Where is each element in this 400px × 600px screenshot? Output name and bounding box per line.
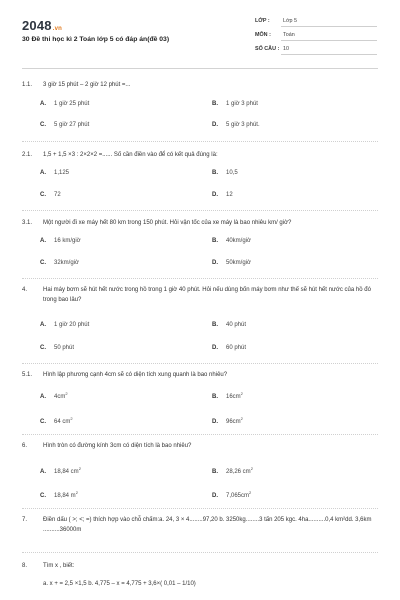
option-text: 64 cm (54, 419, 71, 425)
option-text: 72 (54, 192, 61, 198)
option-text: 60 phút (226, 345, 247, 351)
question-divider (22, 508, 378, 509)
meta-value: Lớp 5 (283, 18, 298, 24)
question-text: 3 giờ 15 phút – 2 giờ 12 phút =... (43, 82, 131, 88)
meta-key: MÔN : (255, 32, 271, 38)
question-divider (22, 141, 378, 142)
option-sup: 2 (249, 490, 252, 495)
option-letter: D. (212, 192, 218, 198)
option-a[interactable] (40, 466, 81, 475)
option-text: 50 phút (54, 345, 75, 351)
option-letter: C. (40, 122, 46, 128)
option-sup: 2 (65, 391, 68, 396)
question-divider (22, 552, 378, 553)
option-text: 16 km/giờ (54, 238, 81, 244)
option-sup: 2 (75, 490, 78, 495)
option-letter: B. (212, 394, 218, 400)
option-d[interactable] (212, 345, 246, 351)
option-sup: 2 (250, 466, 253, 471)
option-c[interactable] (40, 260, 79, 266)
option-text: 50km/giờ (226, 260, 251, 266)
option-a[interactable] (40, 391, 68, 400)
option-b[interactable] (212, 238, 251, 244)
option-c[interactable] (40, 122, 89, 128)
meta-divider (281, 26, 377, 27)
option-letter: C. (40, 345, 46, 351)
option-text: 5 giờ 3 phút. (226, 122, 260, 128)
option-text: 1 giờ 3 phút (226, 101, 258, 107)
option-text: 4cm (54, 394, 66, 400)
option-a[interactable] (40, 101, 89, 107)
meta-key: SỐ CÂU : (255, 46, 280, 52)
question-number: 4. (22, 287, 28, 293)
option-letter: A. (40, 394, 46, 400)
question-text: Điền dấu ( >; <; =) thích hợp vào chỗ chấm:a. 24, 3 × 4........97,20 b. 3250kg........3 tấn 205 kgc. 4ha..........0,4 km²dd. 3,6km ..........36000m (43, 517, 372, 533)
meta-key: LỚP : (255, 18, 270, 24)
option-letter: B. (212, 322, 218, 328)
option-letter: B. (212, 170, 218, 176)
option-sup: 2 (70, 416, 73, 421)
option-text: 1,125 (54, 170, 70, 176)
option-letter: C. (40, 419, 46, 425)
option-sup: 2 (240, 391, 243, 396)
question-number: 7. (22, 517, 28, 523)
option-b[interactable] (212, 466, 253, 475)
option-a[interactable] (40, 238, 81, 244)
question-text: Hai máy bơm sẽ hút hết nước trong hồ trong 1 giờ 40 phút. Hỏi nếu dùng bốn máy bơm như thế sẽ hút hết nước của hồ đó trong bao lâu? (43, 287, 371, 303)
option-text: 7,065cm (226, 493, 250, 499)
option-c[interactable] (40, 490, 78, 499)
option-letter: B. (212, 238, 218, 244)
option-letter: D. (212, 345, 218, 351)
page-title: 30 Đề thi học kì 2 Toán lớp 5 có đáp án(đề 03) (22, 36, 170, 43)
question-text: a. x + = 2,5 ×1,5 b. 4,775 – x = 4,775 + 3,6×( 0,01 – 1/10) (43, 581, 196, 587)
question-divider (22, 363, 378, 364)
site-logo[interactable] (22, 18, 62, 33)
option-letter: D. (212, 122, 218, 128)
question-number: 6. (22, 443, 28, 449)
option-text: 12 (226, 192, 233, 198)
option-text: 40km/giờ (226, 238, 251, 244)
option-text: 16cm (226, 394, 241, 400)
option-b[interactable] (212, 170, 238, 176)
option-text: 96cm (226, 419, 241, 425)
option-letter: C. (40, 192, 46, 198)
meta-divider (281, 40, 377, 41)
option-text: 1 giờ 20 phút (54, 322, 90, 328)
question-number: 5.1. (22, 372, 33, 378)
option-letter: D. (212, 260, 218, 266)
option-text: 28,26 cm (226, 469, 251, 475)
question-text: 1,5 + 1,5 ×3 : 2×2×2 =...... Số cần điền vào để có kết quả đúng là: (43, 152, 218, 158)
question-number: 2.1. (22, 152, 33, 158)
logo-text: 2048 (22, 18, 52, 33)
question-number: 3.1. (22, 220, 33, 226)
option-letter: A. (40, 322, 46, 328)
option-d[interactable] (212, 490, 251, 499)
option-d[interactable] (212, 192, 233, 198)
option-letter: C. (40, 493, 46, 499)
option-text: 10,5 (226, 170, 238, 176)
option-c[interactable] (40, 416, 73, 425)
option-letter: D. (212, 419, 218, 425)
meta-value: Toán (283, 32, 295, 38)
option-b[interactable] (212, 101, 258, 107)
question-divider (22, 278, 378, 279)
header-divider (22, 68, 378, 69)
question-text: Hình lập phương cạnh 4cm sẽ có diện tích xung quanh là bao nhiêu? (43, 372, 228, 378)
option-b[interactable] (212, 391, 243, 400)
option-text: 32km/giờ (54, 260, 79, 266)
question-number: 8. (22, 563, 28, 569)
option-d[interactable] (212, 260, 251, 266)
question-text: Một người đi xe máy hết 80 km trong 150 phút. Hỏi vận tốc của xe máy là bao nhiêu km/ giờ? (43, 220, 292, 226)
option-a[interactable] (40, 170, 69, 176)
meta-divider (281, 54, 377, 55)
option-text: 40 phút (226, 322, 247, 328)
option-text: 18,84 cm (54, 469, 79, 475)
option-d[interactable] (212, 122, 260, 128)
option-text: 1 giờ 25 phút (54, 101, 90, 107)
option-letter: B. (212, 101, 218, 107)
option-letter: B. (212, 469, 218, 475)
option-text: 5 giờ 27 phút (54, 122, 90, 128)
option-b[interactable] (212, 322, 246, 328)
option-c[interactable] (40, 192, 61, 198)
option-text: 18,84 m (54, 493, 76, 499)
option-sup: 2 (78, 466, 81, 471)
option-sup: 2 (240, 416, 243, 421)
question-text: Hình tròn có đường kính 3cm có diện tích là bao nhiêu? (43, 443, 192, 449)
option-letter: C. (40, 260, 46, 266)
logo-tld: .vn (52, 26, 63, 32)
question-text: Tìm x , biết: (43, 563, 75, 569)
option-letter: A. (40, 170, 46, 176)
option-letter: A. (40, 469, 46, 475)
option-letter: D. (212, 493, 218, 499)
question-divider (22, 434, 378, 435)
meta-value: 10 (283, 46, 289, 52)
option-a[interactable] (40, 322, 89, 328)
option-letter: A. (40, 238, 46, 244)
option-c[interactable] (40, 345, 74, 351)
question-number: 1.1. (22, 82, 33, 88)
question-divider (22, 210, 378, 211)
option-d[interactable] (212, 416, 243, 425)
option-letter: A. (40, 101, 46, 107)
